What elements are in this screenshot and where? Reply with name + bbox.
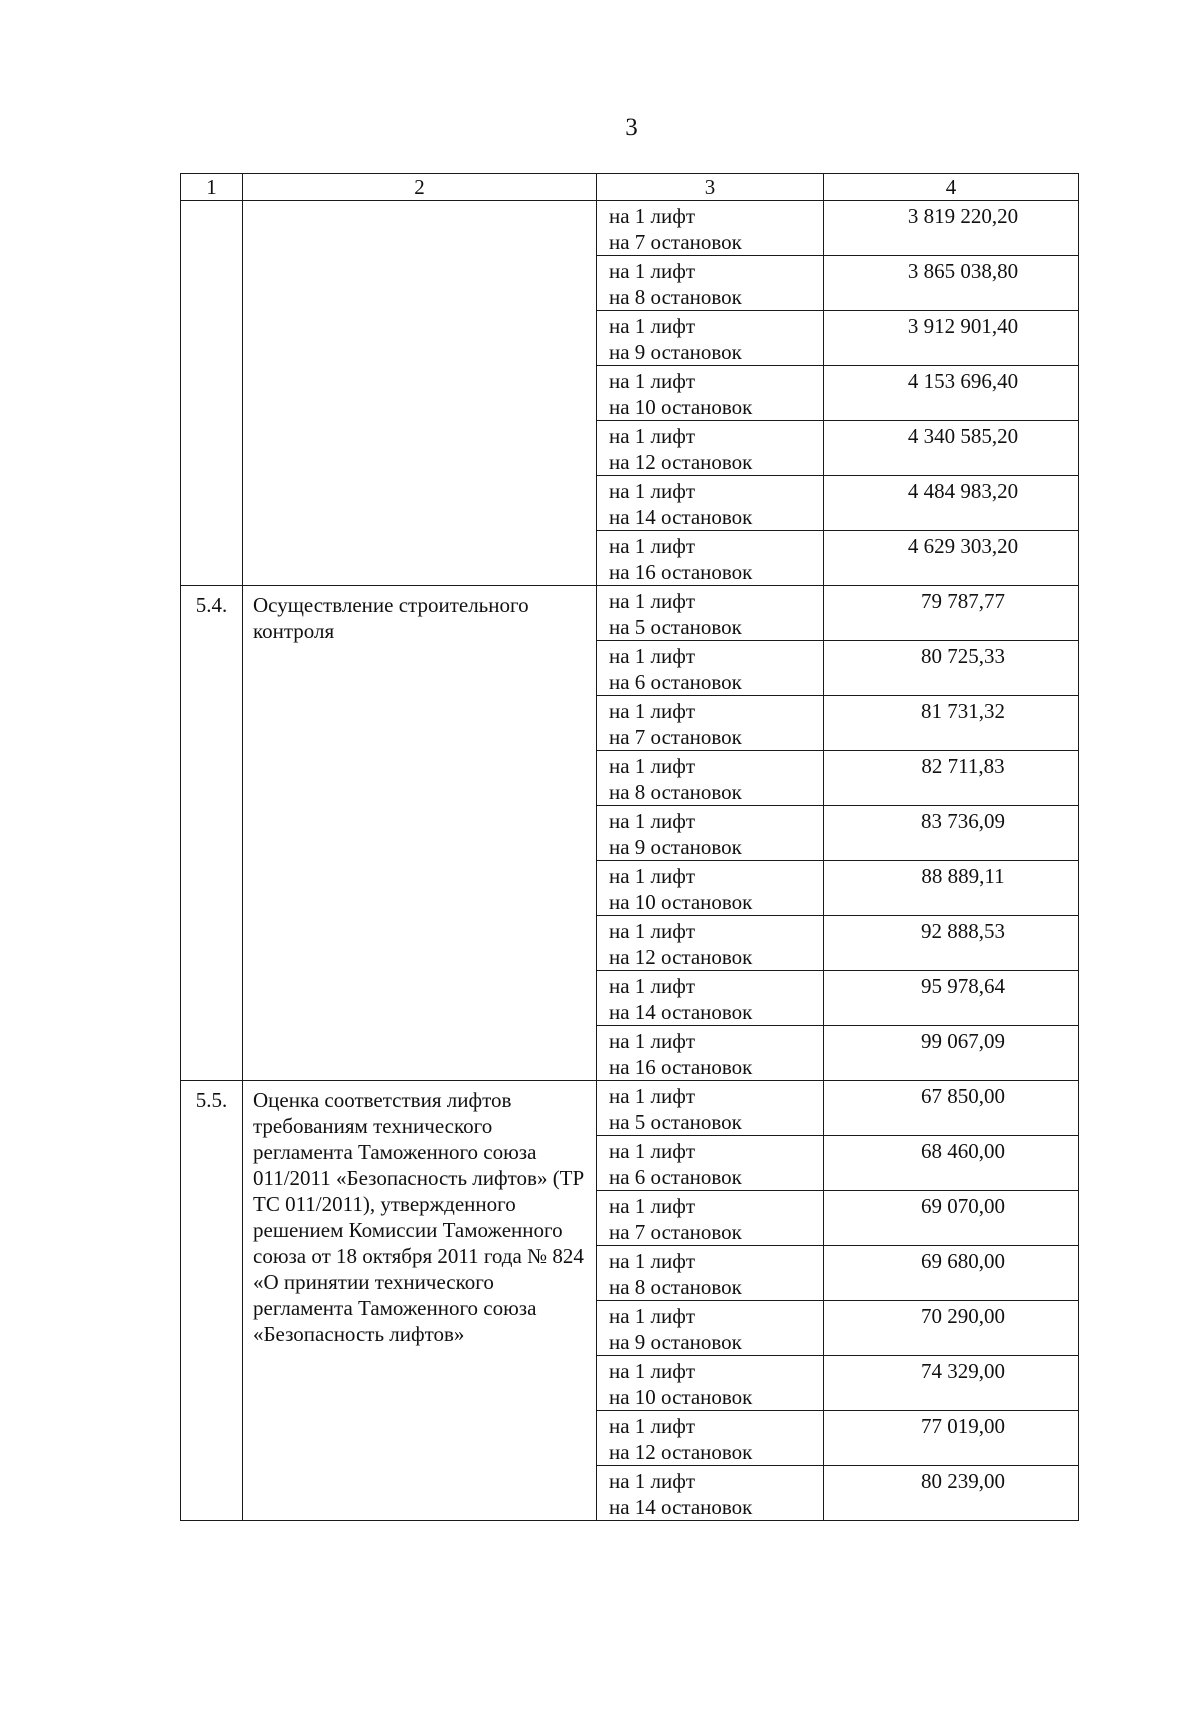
price-value: 83 736,09 <box>824 806 1079 861</box>
column-header-4: 4 <box>824 174 1079 201</box>
unit-cell <box>597 971 824 1026</box>
item-number <box>181 201 243 586</box>
stops-label: на 6 остановок <box>609 670 742 694</box>
unit-cell <box>597 311 824 366</box>
price-value: 79 787,77 <box>824 586 1079 641</box>
table-row <box>181 201 1079 256</box>
unit-cell <box>597 1191 824 1246</box>
stops-label: на 9 остановок <box>609 340 742 364</box>
unit-cell <box>597 366 824 421</box>
stops-label: на 7 остановок <box>609 725 742 749</box>
unit-cell <box>597 1466 824 1521</box>
unit-cell <box>597 201 824 256</box>
price-value: 92 888,53 <box>824 916 1079 971</box>
page-number: 3 <box>625 114 638 141</box>
column-header-1: 1 <box>181 174 243 201</box>
unit-label: на 1 лифт <box>609 754 696 778</box>
unit-cell <box>597 1136 824 1191</box>
stops-label: на 8 остановок <box>609 780 742 804</box>
price-value: 68 460,00 <box>824 1136 1079 1191</box>
stops-label: на 16 остановок <box>609 560 753 584</box>
stops-label: на 5 остановок <box>609 615 742 639</box>
unit-cell <box>597 1301 824 1356</box>
item-name: Оценка соответствия лифтов требованиям технического регламента Таможенного союза 011/2011 «Безопасность лифтов» (ТР ТС 011/2011), утвержденного решением Комиссии Таможенного союза от 18 октября 2011 года № 824 «О принятии технического регламента Таможенного союза «Безопасность лифтов» <box>243 1081 597 1521</box>
stops-label: на 7 остановок <box>609 1220 742 1244</box>
unit-cell <box>597 1356 824 1411</box>
unit-label: на 1 лифт <box>609 864 696 888</box>
price-value: 88 889,11 <box>824 861 1079 916</box>
unit-label: на 1 лифт <box>609 534 696 558</box>
unit-cell <box>597 256 824 311</box>
price-value: 67 850,00 <box>824 1081 1079 1136</box>
price-value: 69 680,00 <box>824 1246 1079 1301</box>
unit-cell <box>597 1411 824 1466</box>
price-value: 4 340 585,20 <box>824 421 1079 476</box>
stops-label: на 6 остановок <box>609 1165 742 1189</box>
item-name: Осуществление строительного контроля <box>243 586 597 1081</box>
table-row <box>181 586 1079 641</box>
unit-cell <box>597 641 824 696</box>
unit-label: на 1 лифт <box>609 424 696 448</box>
stops-label: на 9 остановок <box>609 835 742 859</box>
table-header-row <box>181 174 1079 201</box>
stops-label: на 14 остановок <box>609 505 753 529</box>
unit-label: на 1 лифт <box>609 1304 696 1328</box>
unit-label: на 1 лифт <box>609 1249 696 1273</box>
price-value: 70 290,00 <box>824 1301 1079 1356</box>
unit-label: на 1 лифт <box>609 1194 696 1218</box>
unit-label: на 1 лифт <box>609 644 696 668</box>
stops-label: на 10 остановок <box>609 890 753 914</box>
stops-label: на 10 остановок <box>609 395 753 419</box>
column-header-2: 2 <box>243 174 597 201</box>
unit-cell <box>597 916 824 971</box>
stops-label: на 12 остановок <box>609 1440 753 1464</box>
stops-label: на 16 остановок <box>609 1055 753 1079</box>
stops-label: на 8 остановок <box>609 1275 742 1299</box>
price-value: 81 731,32 <box>824 696 1079 751</box>
column-header-3: 3 <box>597 174 824 201</box>
stops-label: на 10 остановок <box>609 1385 753 1409</box>
price-value: 4 629 303,20 <box>824 531 1079 586</box>
stops-label: на 7 остановок <box>609 230 742 254</box>
item-name <box>243 201 597 586</box>
unit-cell <box>597 751 824 806</box>
price-value: 69 070,00 <box>824 1191 1079 1246</box>
table-body <box>181 201 1079 1521</box>
unit-cell <box>597 586 824 641</box>
unit-label: на 1 лифт <box>609 259 696 283</box>
price-value: 99 067,09 <box>824 1026 1079 1081</box>
price-value: 4 484 983,20 <box>824 476 1079 531</box>
price-value: 82 711,83 <box>824 751 1079 806</box>
unit-label: на 1 лифт <box>609 589 696 613</box>
unit-cell <box>597 1081 824 1136</box>
unit-cell <box>597 531 824 586</box>
unit-label: на 1 лифт <box>609 1084 696 1108</box>
item-number: 5.4. <box>181 586 243 1081</box>
unit-label: на 1 лифт <box>609 314 696 338</box>
price-value: 74 329,00 <box>824 1356 1079 1411</box>
unit-cell <box>597 1026 824 1081</box>
price-table <box>180 173 1079 1521</box>
unit-label: на 1 лифт <box>609 1359 696 1383</box>
price-value: 95 978,64 <box>824 971 1079 1026</box>
price-value: 3 912 901,40 <box>824 311 1079 366</box>
unit-cell <box>597 861 824 916</box>
unit-label: на 1 лифт <box>609 369 696 393</box>
price-value: 3 819 220,20 <box>824 201 1079 256</box>
unit-label: на 1 лифт <box>609 1414 696 1438</box>
unit-label: на 1 лифт <box>609 974 696 998</box>
price-value: 80 239,00 <box>824 1466 1079 1521</box>
unit-label: на 1 лифт <box>609 1029 696 1053</box>
stops-label: на 9 остановок <box>609 1330 742 1354</box>
unit-label: на 1 лифт <box>609 919 696 943</box>
unit-label: на 1 лифт <box>609 1139 696 1163</box>
item-number: 5.5. <box>181 1081 243 1521</box>
table-row <box>181 1081 1079 1136</box>
unit-label: на 1 лифт <box>609 1469 696 1493</box>
price-value: 4 153 696,40 <box>824 366 1079 421</box>
unit-cell <box>597 476 824 531</box>
unit-label: на 1 лифт <box>609 204 696 228</box>
price-value: 80 725,33 <box>824 641 1079 696</box>
unit-cell <box>597 1246 824 1301</box>
price-value: 77 019,00 <box>824 1411 1079 1466</box>
unit-cell <box>597 696 824 751</box>
price-value: 3 865 038,80 <box>824 256 1079 311</box>
stops-label: на 8 остановок <box>609 285 742 309</box>
unit-cell <box>597 806 824 861</box>
unit-label: на 1 лифт <box>609 809 696 833</box>
stops-label: на 12 остановок <box>609 450 753 474</box>
stops-label: на 12 остановок <box>609 945 753 969</box>
unit-cell <box>597 421 824 476</box>
stops-label: на 14 остановок <box>609 1495 753 1519</box>
unit-label: на 1 лифт <box>609 699 696 723</box>
stops-label: на 5 остановок <box>609 1110 742 1134</box>
unit-label: на 1 лифт <box>609 479 696 503</box>
stops-label: на 14 остановок <box>609 1000 753 1024</box>
